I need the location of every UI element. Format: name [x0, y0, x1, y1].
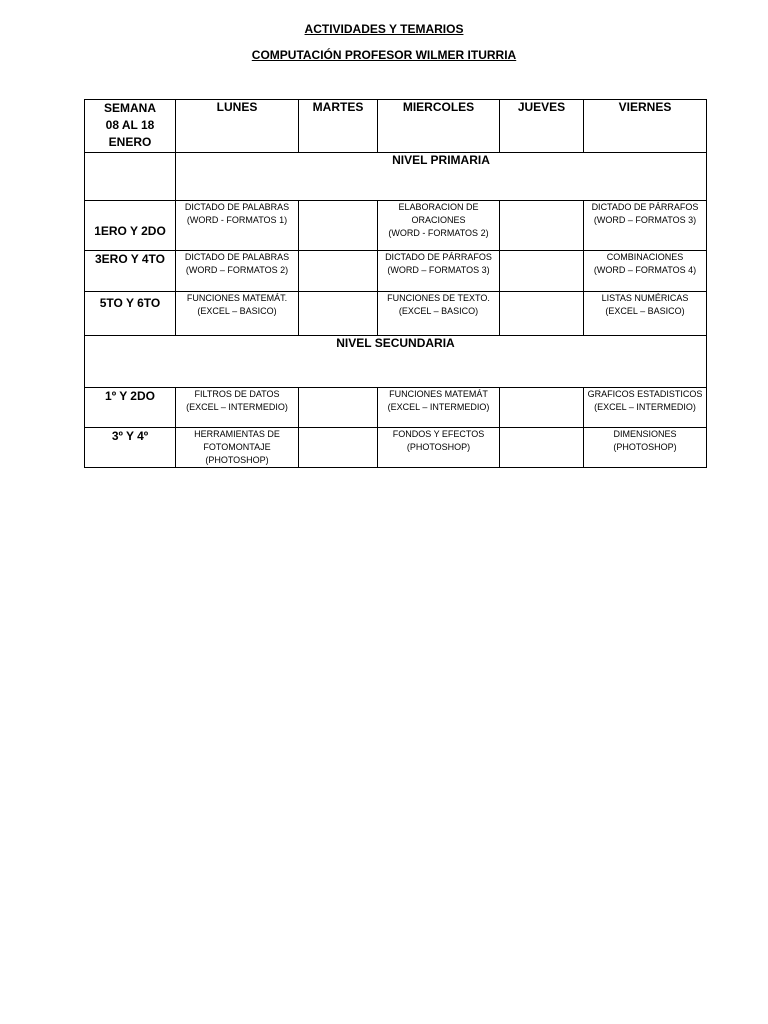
activity-line: (WORD - FORMATOS 1) [186, 215, 288, 225]
group-label: 5TO Y 6TO [85, 292, 176, 336]
group-label: 1ERO Y 2DO [85, 201, 176, 251]
header-row [85, 100, 707, 153]
activity-cell [176, 388, 299, 428]
activity-cell [378, 201, 500, 251]
group-label: 3º Y 4º [85, 428, 176, 468]
activity-cell [176, 251, 299, 292]
activity-cell [378, 251, 500, 292]
activity-line: (WORD - FORMATOS 2) [388, 228, 489, 238]
day-header-martes: MARTES [299, 100, 378, 153]
schedule-table [84, 99, 707, 468]
activity-line: LISTAS NUMÉRICAS [601, 293, 689, 303]
table-row [85, 201, 707, 251]
activity-cell [584, 201, 707, 251]
activity-line: GRAFICOS ESTADISTICOS [587, 389, 703, 399]
activity-line: (EXCEL – INTERMEDIO) [387, 402, 490, 412]
group-label: 1º Y 2DO [85, 388, 176, 428]
activity-cell [299, 201, 378, 251]
activity-line: (WORD – FORMATOS 3) [387, 265, 490, 275]
activity-line: (EXCEL – BASICO) [197, 306, 277, 316]
activity-cell [584, 428, 707, 468]
activity-cell [500, 201, 584, 251]
week-header-cell [85, 100, 176, 153]
activity-line: FOTOMONTAJE [203, 442, 271, 452]
activity-cell [584, 251, 707, 292]
activity-cell [500, 428, 584, 468]
day-header-viernes: VIERNES [584, 100, 707, 153]
activity-line: DICTADO DE PÁRRAFOS [591, 202, 699, 212]
activity-cell [299, 388, 378, 428]
activity-cell [584, 292, 707, 336]
activity-line: DICTADO DE PÁRRAFOS [385, 252, 492, 262]
activity-cell [378, 388, 500, 428]
activity-cell [299, 251, 378, 292]
week-line: 08 AL 18 [105, 118, 155, 132]
activity-line: (PHOTOSHOP) [613, 442, 677, 452]
activity-cell [584, 388, 707, 428]
table-row [85, 388, 707, 428]
document-title: ACTIVIDADES Y TEMARIOS [304, 22, 464, 36]
activity-cell [299, 428, 378, 468]
empty-cell [85, 153, 176, 201]
activity-line: (PHOTOSHOP) [406, 442, 471, 452]
activity-line: DICTADO DE PALABRAS [184, 252, 290, 262]
activity-cell [378, 428, 500, 468]
activity-line: (WORD – FORMATOS 2) [185, 265, 289, 275]
table-row [85, 428, 707, 468]
activity-cell [176, 428, 299, 468]
day-header-jueves: JUEVES [500, 100, 584, 153]
activity-line: (EXCEL – INTERMEDIO) [594, 402, 696, 412]
activity-line: FILTROS DE DATOS [194, 389, 280, 399]
day-header-lunes: LUNES [176, 100, 299, 153]
activity-cell [176, 292, 299, 336]
table-row [85, 292, 707, 336]
week-line: SEMANA [103, 101, 156, 115]
day-header-miercoles: MIERCOLES [378, 100, 500, 153]
activity-cell [176, 201, 299, 251]
level-row-secundaria [85, 336, 707, 388]
activity-line: (EXCEL – BASICO) [605, 306, 685, 316]
activity-line: FONDOS Y EFECTOS [392, 429, 485, 439]
activity-line: HERRAMIENTAS DE [194, 429, 280, 439]
activity-line: ELABORACION DE [398, 202, 479, 212]
activity-line: (WORD – FORMATOS 4) [593, 265, 697, 275]
level-label-primaria: NIVEL PRIMARIA [176, 153, 707, 201]
activity-line: ORACIONES [411, 215, 466, 225]
activity-line: (EXCEL – BASICO) [398, 306, 479, 316]
activity-cell [500, 251, 584, 292]
level-label-secundaria: NIVEL SECUNDARIA [85, 336, 707, 388]
activity-cell [500, 388, 584, 428]
activity-line: (PHOTOSHOP) [205, 455, 269, 465]
activity-cell [299, 292, 378, 336]
activity-line: (EXCEL – INTERMEDIO) [186, 402, 288, 412]
group-label: 3ERO Y 4TO [85, 251, 176, 292]
activity-line: COMBINACIONES [606, 252, 684, 262]
document-subtitle: COMPUTACIÓN PROFESOR WILMER ITURRIA [251, 48, 517, 62]
week-line: ENERO [108, 135, 152, 149]
activity-cell [378, 292, 500, 336]
activity-line: DICTADO DE PALABRAS [184, 202, 290, 212]
table-row [85, 251, 707, 292]
activity-cell [500, 292, 584, 336]
activity-line: FUNCIONES MATEMÁT [389, 389, 488, 399]
activity-line: DIMENSIONES [613, 429, 677, 439]
activity-line: FUNCIONES DE TEXTO. [387, 293, 490, 303]
level-row-primaria [85, 153, 707, 201]
activity-line: (WORD – FORMATOS 3) [593, 215, 697, 225]
activity-line: FUNCIONES MATEMÁT. [186, 293, 288, 303]
